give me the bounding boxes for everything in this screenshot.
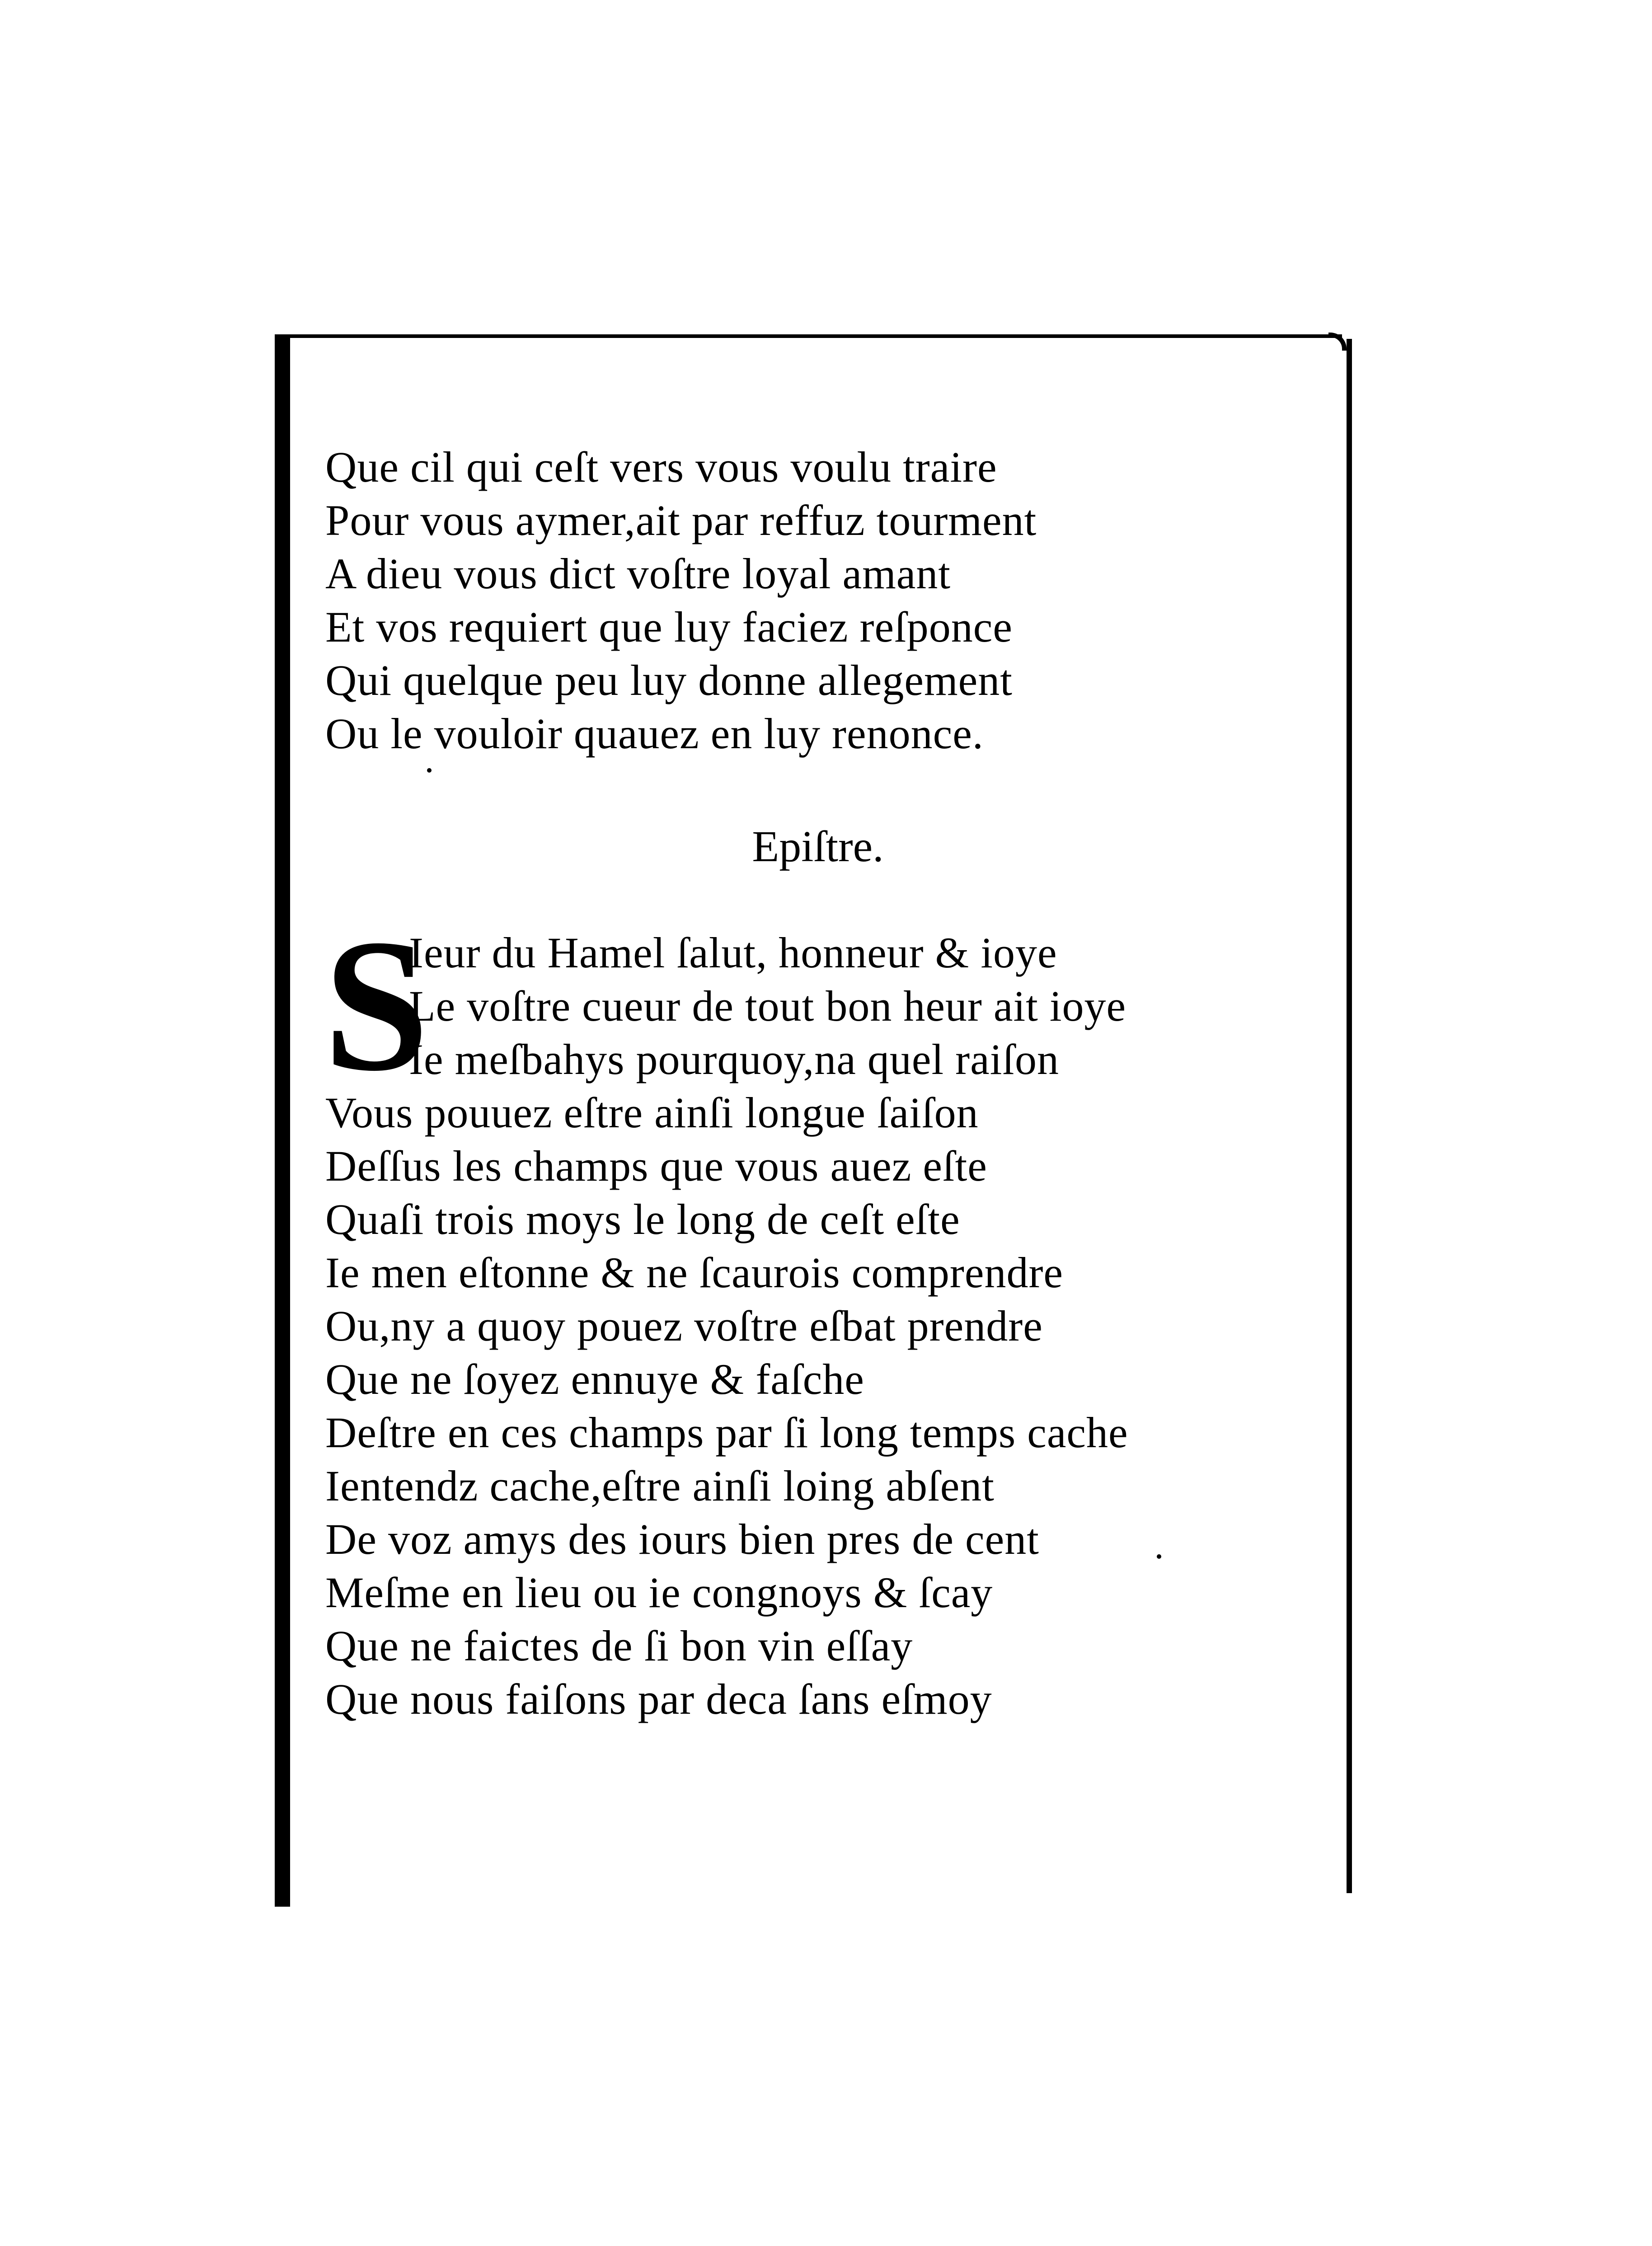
epistle-line: Deſtre en ces champs par ſi long temps cache (325, 1408, 1128, 1457)
page-corner (1328, 333, 1347, 351)
page-edge-top (276, 334, 1342, 338)
epistle-body (324, 900, 1211, 1726)
drop-capital: S (324, 900, 429, 1110)
epistle-line: Ie meſbahys pourquoy,na quel raiſon (409, 1035, 1060, 1083)
stanza-line: Qui quelque peu luy donne allegement (325, 656, 1013, 704)
epistle-line: Que nous faiſons par deca ſans eſmoy (325, 1675, 992, 1723)
section-heading: Epiſtre. (752, 822, 884, 871)
page-edge-left (275, 334, 290, 1907)
stanza-line: Que cil qui ceſt vers vous voulu traire (325, 443, 997, 491)
epistle-line: Ie men eſtonne & ne ſcaurois comprendre (325, 1248, 1064, 1297)
epistle-line: Que ne faictes de ſi bon vin eſſay (325, 1622, 913, 1670)
epistle-line: Le voſtre cueur de tout bon heur ait ioye (409, 982, 1126, 1030)
ink-speck (1157, 1554, 1161, 1559)
epistle-line: Ou,ny a quoy pouez voſtre eſbat prendre (325, 1302, 1043, 1350)
stanza-line: Et vos requiert que luy faciez reſponce (325, 603, 1013, 651)
ink-speck (427, 768, 432, 773)
page-edge-right (1347, 339, 1352, 1893)
epistle-line: Que ne ſoyez ennuye & faſche (325, 1355, 864, 1403)
epistle-line: De voz amys des iours bien pres de cent (325, 1515, 1039, 1563)
stanza-line: A dieu vous dict voſtre loyal amant (325, 549, 951, 598)
stanza-line: Pour vous aymer,ait par reffuz tourment (325, 496, 1037, 544)
epistle-line: Vous pouuez eſtre ainſi longue ſaiſon (325, 1088, 979, 1137)
epistle-line: Meſme en lieu ou ie congnoys & ſcay (325, 1568, 993, 1617)
closing-stanza (325, 441, 1211, 760)
stanza-line: Ou le vouloir quauez en luy renonce. (325, 709, 984, 758)
epistle-line: Ieur du Hamel ſalut, honneur & ioye (409, 928, 1057, 977)
epistle-line: Quaſi trois moys le long de ceſt eſte (325, 1195, 960, 1243)
epistle-line: Deſſus les champs que vous auez eſte (325, 1142, 987, 1190)
epistle-line: Ientendz cache,eſtre ainſi loing abſent (325, 1462, 995, 1510)
